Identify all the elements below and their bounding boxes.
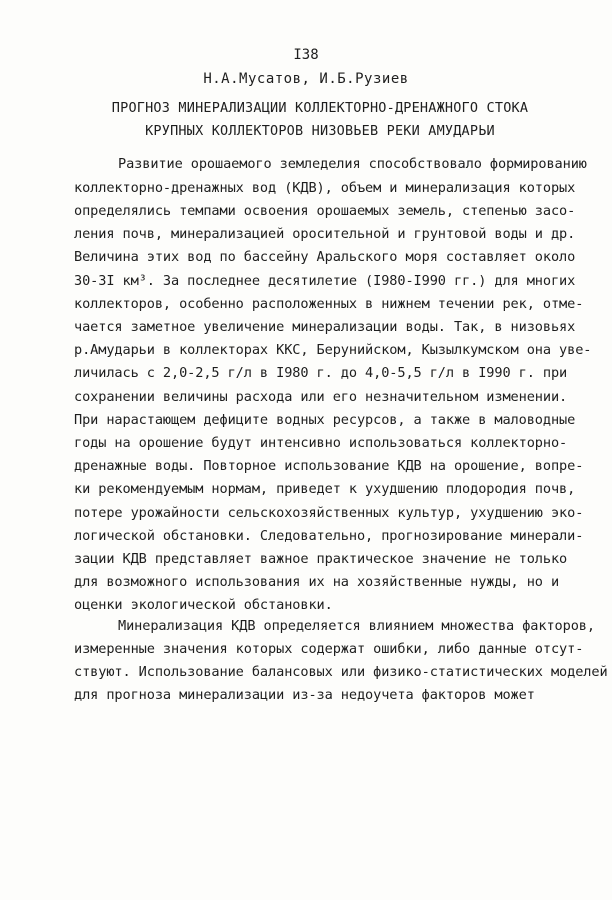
paragraph-1-line: для возможного использования их на хозяйственные нужды, но и: [74, 574, 560, 590]
title-line-2: КРУПНЫХ КОЛЛЕКТОРОВ НИЗОВЬЕВ РЕКИ АМУДАРЬИ: [145, 123, 495, 139]
paragraph-1-line: р.Амударьи в коллекторах ККС, Берунийском, Кызылкумском она уве-: [74, 342, 592, 358]
paragraph-1-line: коллекторно-дренажных вод (КДВ), объем и минерализация которых: [74, 180, 576, 196]
paragraph-1-line: зации КДВ представляет важное практическое значение не только: [74, 551, 568, 567]
paragraph-1-line: потере урожайности сельскохозяйственных культур, ухудшению эко-: [74, 505, 584, 521]
paragraph-2-line: для прогноза минерализации из-за недоучета факторов может: [74, 687, 535, 703]
authors: Н.А.Мусатов, И.Б.Рузиев: [203, 71, 409, 87]
page-number: I38: [293, 47, 319, 63]
paragraph-1-line: дренажные воды. Повторное использование КДВ на орошение, вопре-: [74, 458, 584, 474]
paragraph-1-line: коллекторов, особенно расположенных в нижнем течении рек, отме-: [74, 296, 584, 312]
paragraph-1-line: Развитие орошаемого земледелия способствовало формированию: [118, 156, 587, 172]
paragraph-2-line: измеренные значения которых содержат ошибки, либо данные отсут-: [74, 641, 584, 657]
paragraph-1-line: определялись темпами освоения орошаемых земель, степенью засо-: [74, 203, 576, 219]
paragraph-2-line: Минерализация КДВ определяется влиянием множества факторов,: [118, 618, 595, 634]
paragraph-1-line: личилась с 2,0-2,5 г/л в I980 г. до 4,0-5,5 г/л в I990 г. при: [74, 365, 568, 381]
paragraph-1-line: чается заметное увеличение минерализации воды. Так, в низовьях: [74, 319, 576, 335]
paragraph-1-line: Величина этих вод по бассейну Аральского моря составляет около: [74, 249, 576, 265]
paragraph-1-line: ления почв, минерализацией оросительной и грунтовой воды и др.: [74, 226, 576, 242]
paragraph-1-line: сохранении величины расхода или его незначительном изменении.: [74, 389, 568, 405]
paragraph-1-line: годы на орошение будут интенсивно использоваться коллекторно-: [74, 435, 568, 451]
paragraph-1-line: оценки экологической обстановки.: [74, 597, 333, 613]
title-line-1: ПРОГНОЗ МИНЕРАЛИЗАЦИИ КОЛЛЕКТОРНО-ДРЕНАЖНОГО СТОКА: [111, 100, 529, 116]
paragraph-2-line: ствуют. Использование балансовых или физико-статистических моделей: [74, 664, 608, 680]
paragraph-1-line: логической обстановки. Следовательно, прогнозирование минерали-: [74, 528, 584, 544]
paragraph-1-line: ки рекомендуемым нормам, приведет к ухудшению плодородия почв,: [74, 481, 576, 497]
paragraph-1-line: 30-3I км³. За последнее десятилетие (I980-I990 гг.) для многих: [74, 273, 576, 289]
paragraph-1-line: При нарастающем дефиците водных ресурсов, а также в маловодные: [74, 412, 576, 428]
